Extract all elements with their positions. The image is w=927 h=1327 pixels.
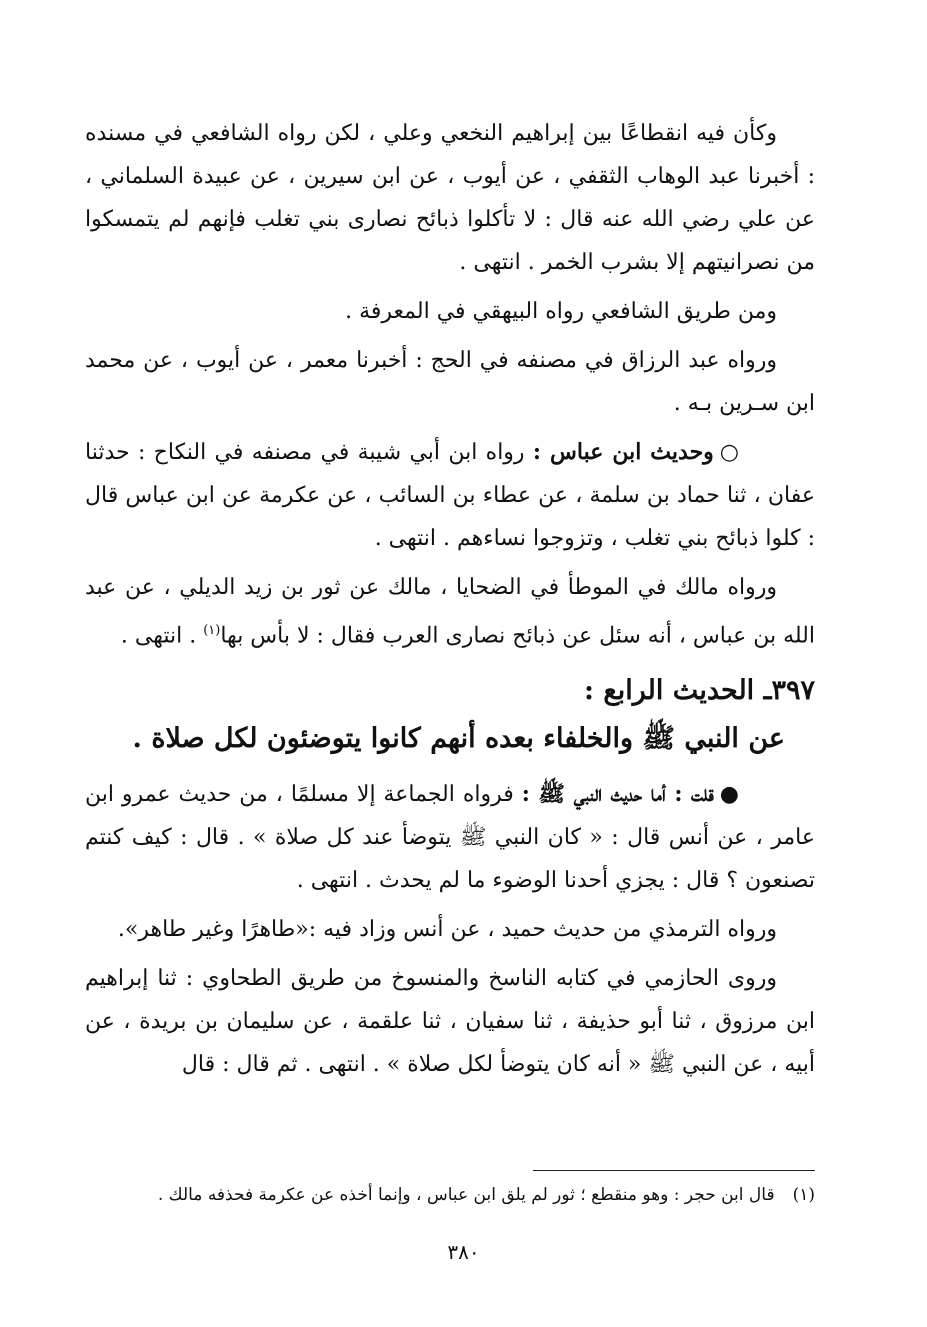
paragraph-commentary (85, 773, 815, 902)
paragraph-abdul-razzaq: ورواه عبد الرزاق في مصنفه في الحج : أخبرنا معمر ، عن أيوب ، عن محمد ابن سـرين بـه . (85, 348, 815, 416)
paragraph-malik-end: . انتهى . (120, 623, 204, 649)
paragraph-shafii-narration: وكأن فيه انقطاعًا بين إبراهيم النخعي وعلي ، لكن رواه الشافعي في مسنده : أخبرنا عبد الوهاب الثقفي ، عن أيوب ، عن ابن سيرين ، عن عبيدة السلماني ، عن علي رضي الله عنه قال : لا تأكلوا ذبائح نصارى بني تغلب فإنهم لم يتمسكوا من نصرانيتهم إلا بشرب الخمر . انتهى . (85, 121, 815, 275)
circle-marker-icon: ○ (719, 440, 739, 465)
footnote-text: قال ابن حجر : وهو منقطع ؛ ثور لم يلق ابن عباس ، وإنما أخذه عن عكرمة فحذفه مالك . (157, 1185, 775, 1205)
footnote (85, 1180, 815, 1210)
bullet-marker-icon: ● (719, 782, 739, 808)
paragraph-ibn-abbas-lead: وحديث ابن عباس : (532, 439, 714, 465)
paragraph-ibn-abbas-text: رواه ابن أبي شيبة في مصنفه في النكاح : حدثنا عفان ، ثنا حماد بن سلمة ، عن عطاء بن السائب ، عن عكرمة عن ابن عباس قال : كلوا ذبائح بني تغلب ، وتزوجوا نساءهم . انتهى . (85, 440, 815, 551)
hadith-heading-number: ٣٩٧ـ الحديث الرابع : (584, 675, 815, 707)
paragraph-hazimi: وروى الحازمي في كتابه الناسخ والمنسوخ من طريق الطحاوي : ثنا إبراهيم ابن مرزوق ، ثنا أبو حذيفة ، ثنا سفيان ، ثنا علقمة ، عن سليمان بن بريدة ، عن أبيه ، عن النبي ﷺ « أنه كان يتوضأ لكل صلاة » . انتهى . ثم قال : قال (85, 966, 815, 1078)
paragraph-tirmidhi: ورواه الترمذي من حديث حميد ، عن أنس وزاد فيه :«طاهرًا وغير طاهر». (117, 917, 777, 943)
paragraph-malik-text: ورواه مالك في الموطأ في الضحايا ، مالك عن ثور بن زيد الديلي ، عن عبد الله بن عباس ، أنه سئل عن ذبائح نصارى العرب فقال : لا بأس بها (85, 575, 815, 649)
paragraph-bayhaqi: ومن طريق الشافعي رواه البيهقي في المعرفة . (345, 299, 777, 324)
paragraph-commentary-text: فرواه الجماعة إلا مسلمًا ، من حديث عمرو ابن عامر ، عن أنس قال : « كان النبي ﷺ يتوضأ عند كل صلاة » . قال : كيف كنتم تصنعون ؟ قال : يجزي أحدنا الوضوء ما لم يحدث . انتهى . (85, 782, 815, 894)
footnote-number: (١) (792, 1185, 815, 1205)
page-number: ٣٨٠ (447, 1240, 480, 1264)
hadith-heading-text: عن النبي ﷺ والخلفاء بعده أنهم كانوا يتوضئون لكل صلاة . (132, 723, 785, 755)
footnote-divider (533, 1170, 815, 1171)
paragraph-malik-muwatta (85, 566, 815, 657)
page-body (85, 112, 815, 1092)
paragraph-commentary-lead: قلت : أما حديث النبي ﷺ : (521, 781, 714, 808)
paragraph-ibn-abbas-hadith (85, 431, 815, 560)
footnote-reference[interactable]: (١) (203, 623, 221, 638)
